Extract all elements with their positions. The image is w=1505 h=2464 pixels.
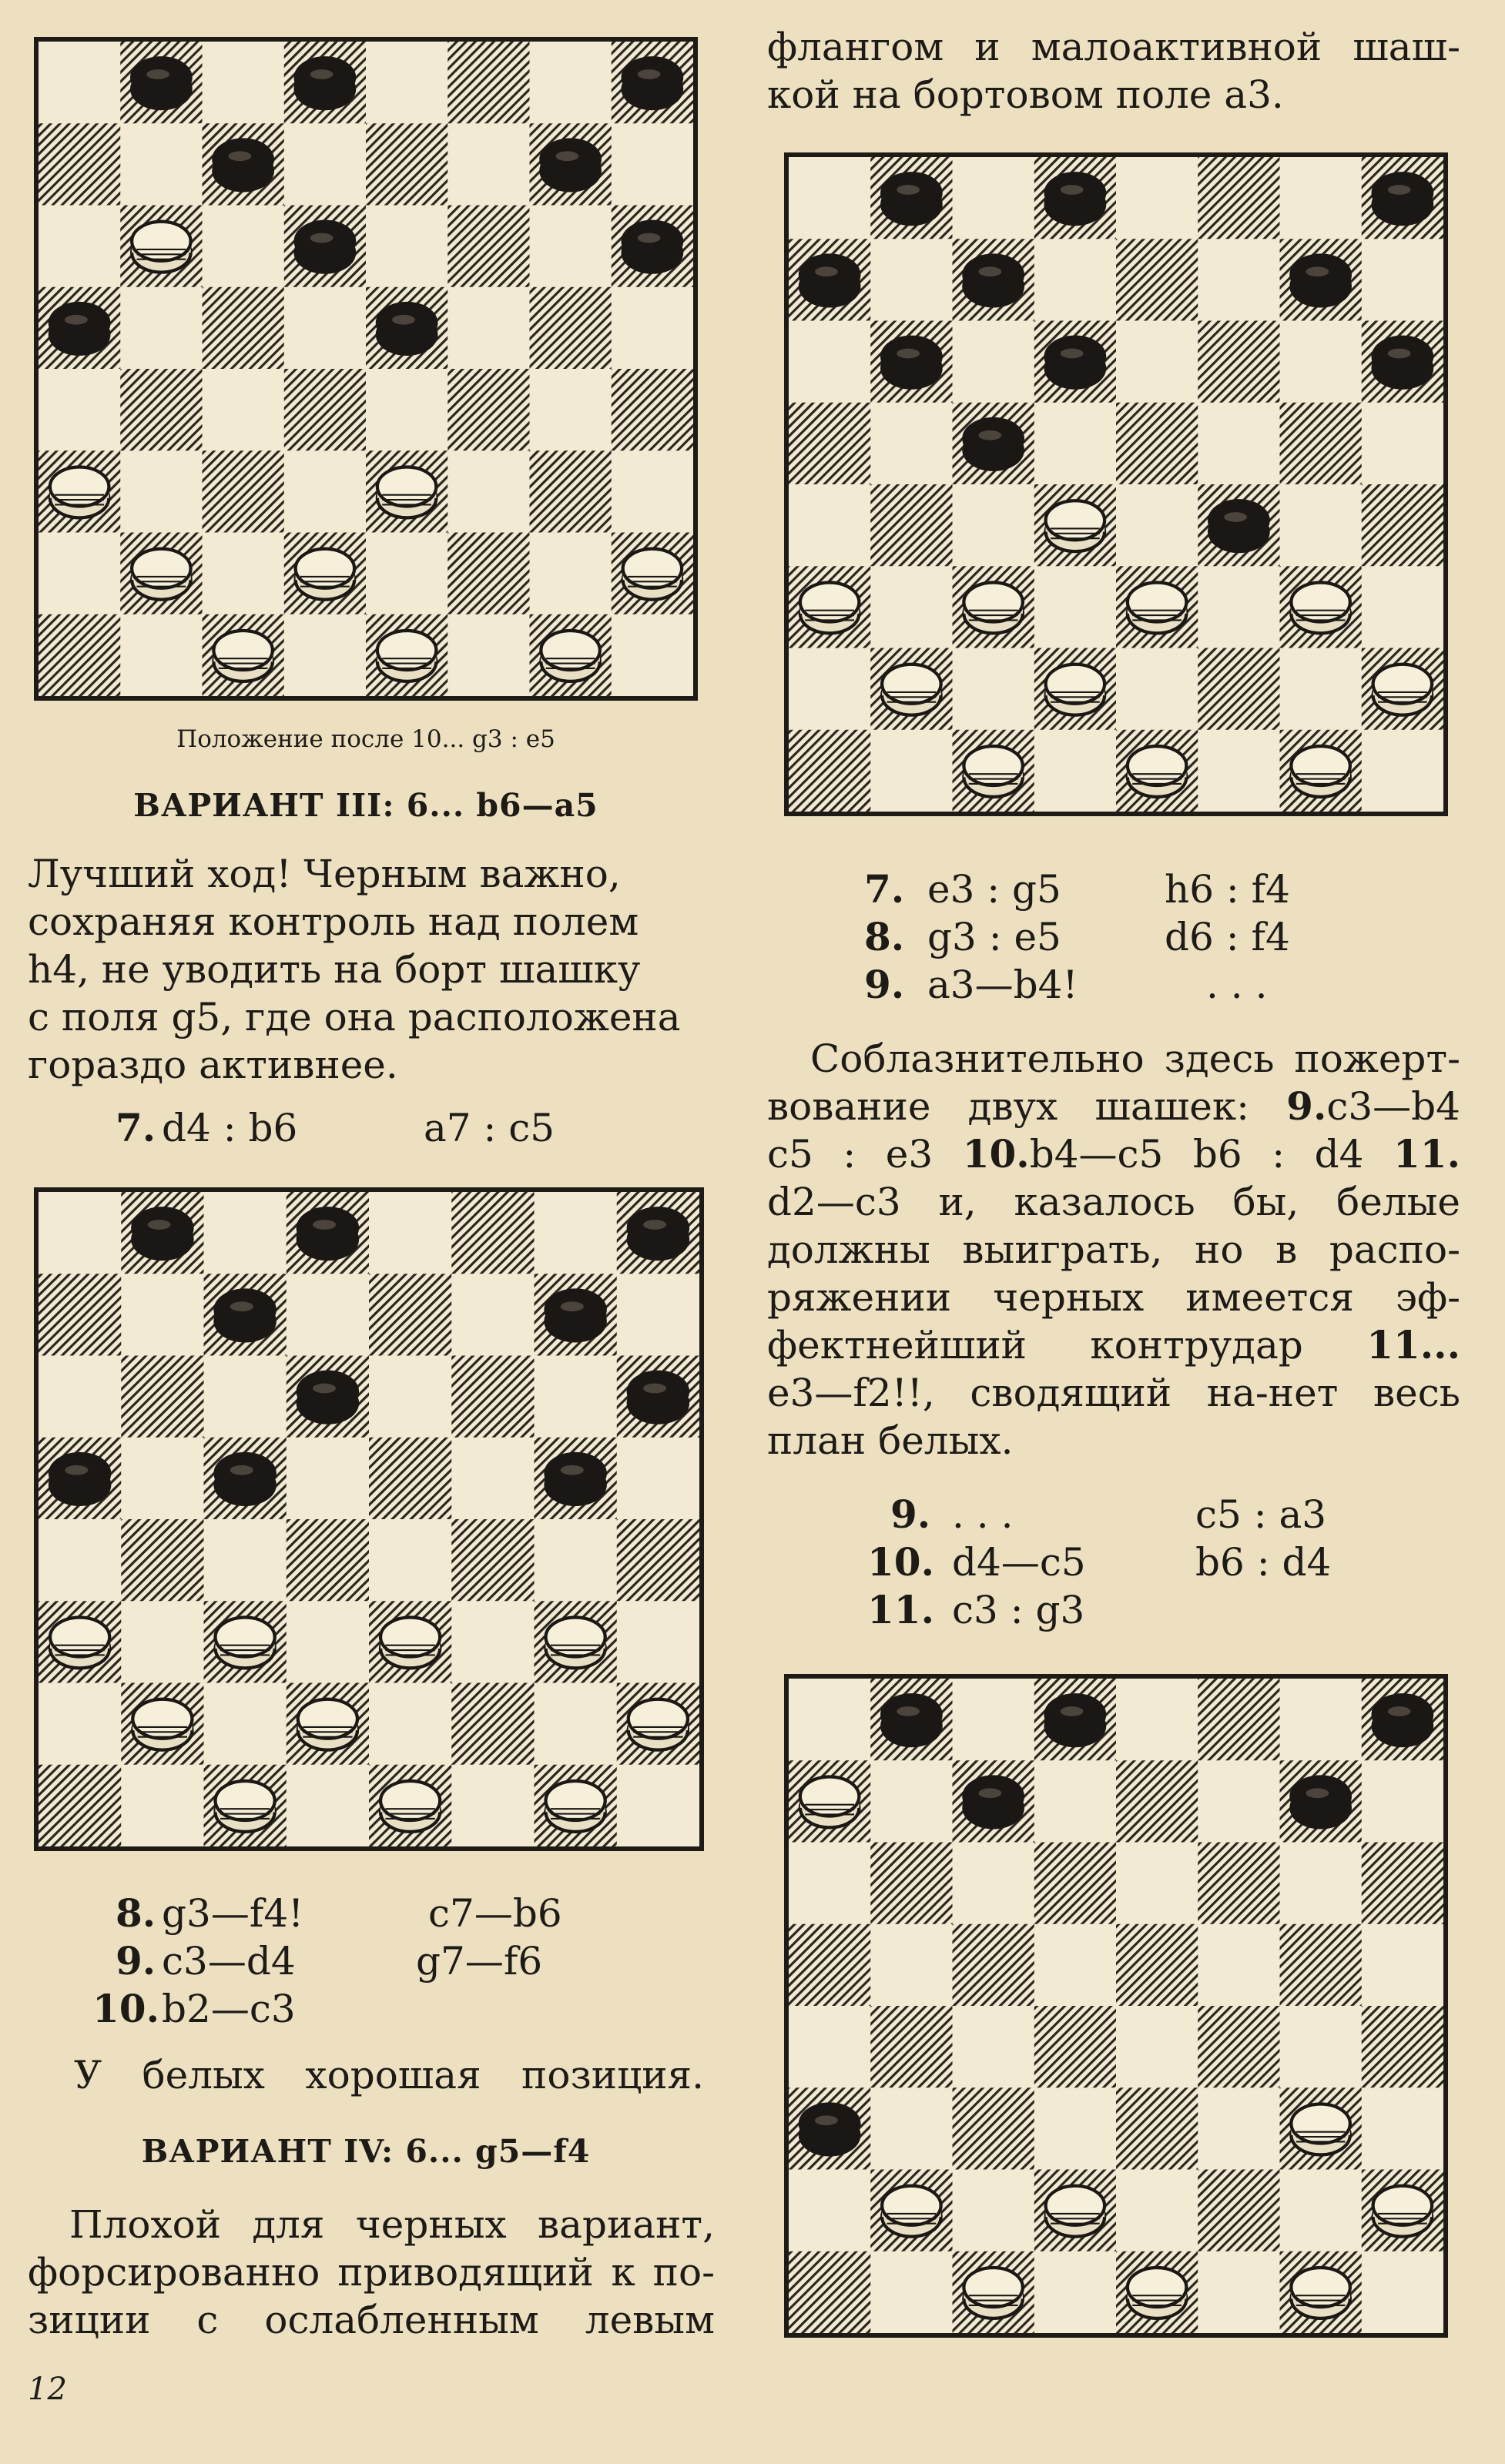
black-checker bbox=[216, 1454, 275, 1505]
white-checker bbox=[1291, 583, 1350, 634]
paragraph-line: флангом и малоактивной шаш- bbox=[767, 25, 1460, 69]
white-checker bbox=[1128, 2268, 1187, 2318]
white-checker bbox=[800, 583, 860, 634]
black-checker bbox=[50, 1454, 109, 1505]
black-checker bbox=[800, 256, 860, 306]
white-checker bbox=[1291, 2268, 1350, 2318]
black-checker bbox=[800, 2104, 860, 2155]
move-white: d4 : b6 bbox=[162, 1106, 298, 1150]
white-checker bbox=[546, 1618, 605, 1669]
white-checker bbox=[882, 2186, 941, 2237]
dark-square bbox=[39, 1274, 121, 1355]
dark-square bbox=[287, 1519, 369, 1601]
variant-3-heading: ВАРИАНТ III: 6... b6—a5 bbox=[133, 787, 598, 824]
white-checker bbox=[1046, 2186, 1105, 2237]
paragraph-line: h4, не уводить на борт шашку bbox=[28, 947, 641, 992]
white-checker bbox=[132, 1699, 192, 1750]
white-checker bbox=[1046, 500, 1105, 551]
paragraph-line: гораздо активнее. bbox=[28, 1043, 398, 1087]
move-white: b2—c3 bbox=[162, 1987, 296, 2031]
white-checker bbox=[1046, 665, 1105, 715]
black-checker bbox=[1373, 337, 1433, 388]
dark-square bbox=[369, 1274, 451, 1355]
dark-square bbox=[1280, 1924, 1362, 2006]
move-number: 9. bbox=[116, 1938, 156, 1984]
move-number: 8. bbox=[864, 914, 905, 959]
dark-square bbox=[953, 1924, 1034, 2006]
position-summary: У белых хорошая позиция. bbox=[74, 2053, 704, 2097]
move-number: 11. bbox=[867, 1587, 934, 1632]
move-white: . . . bbox=[952, 1492, 1014, 1537]
dark-square bbox=[39, 123, 120, 205]
move-black: c5 : a3 bbox=[1195, 1492, 1327, 1537]
black-checker bbox=[1291, 1777, 1350, 1828]
dark-square bbox=[1198, 321, 1279, 403]
white-checker bbox=[213, 631, 273, 681]
dark-square bbox=[447, 533, 529, 614]
black-checker bbox=[882, 173, 941, 224]
white-checker bbox=[964, 746, 1023, 797]
dark-square bbox=[530, 287, 612, 369]
dark-square bbox=[1198, 648, 1279, 730]
black-checker bbox=[1209, 500, 1269, 551]
dark-square bbox=[203, 450, 284, 532]
dark-square bbox=[789, 730, 870, 812]
dark-square bbox=[447, 369, 529, 450]
black-checker bbox=[882, 1695, 941, 1746]
move-white: a3—b4! bbox=[927, 962, 1078, 1007]
black-checker bbox=[964, 1777, 1023, 1828]
paragraph-line: с поля g5, где она расположена bbox=[28, 995, 681, 1040]
white-checker bbox=[1373, 2186, 1433, 2237]
checkers-diagram-2 bbox=[34, 1187, 704, 1851]
paragraph-line: Соблазнительно здесь пожерт- bbox=[810, 1036, 1460, 1081]
dark-square bbox=[203, 287, 284, 369]
dark-square bbox=[789, 2251, 870, 2333]
dark-square bbox=[789, 403, 870, 484]
move-number: 8. bbox=[116, 1890, 156, 1936]
paragraph-line: e3—f2!!, сводящий на-нет весь bbox=[767, 1371, 1460, 1415]
white-checker bbox=[1128, 746, 1187, 797]
white-checker bbox=[964, 2268, 1023, 2318]
paragraph-line: d2—c3 и, казалось бы, белые bbox=[767, 1180, 1460, 1224]
move-number: 9. bbox=[890, 1491, 931, 1537]
dark-square bbox=[1116, 239, 1198, 320]
white-checker bbox=[377, 467, 437, 518]
paragraph-line: план белых. bbox=[767, 1418, 1014, 1463]
dark-square bbox=[870, 1843, 952, 1924]
move-number: 7. bbox=[864, 866, 905, 912]
white-checker bbox=[628, 1699, 688, 1750]
white-checker bbox=[546, 1781, 605, 1832]
move-black: c7—b6 bbox=[428, 1891, 562, 1936]
black-checker bbox=[1046, 1695, 1105, 1746]
dark-square bbox=[1198, 2170, 1279, 2251]
black-checker bbox=[964, 256, 1023, 306]
dark-square bbox=[1362, 484, 1443, 566]
paragraph-line: форсированно приводящий к по- bbox=[28, 2250, 715, 2295]
black-checker bbox=[1046, 173, 1105, 224]
dark-square bbox=[39, 1765, 121, 1846]
dark-square bbox=[1362, 2006, 1443, 2087]
white-checker bbox=[541, 631, 600, 681]
diagram-1-caption: Положение после 10... g3 : e5 bbox=[176, 725, 555, 753]
paragraph-line: зиции с ослабленным левым bbox=[28, 2298, 715, 2342]
checkers-diagram-1 bbox=[34, 37, 698, 701]
white-checker bbox=[216, 1781, 275, 1832]
move-white: g3 : e5 bbox=[927, 915, 1061, 959]
dark-square bbox=[451, 1356, 534, 1438]
move-number: 10. bbox=[867, 1539, 934, 1585]
white-checker bbox=[132, 549, 191, 600]
white-checker bbox=[50, 467, 109, 518]
white-checker bbox=[216, 1618, 275, 1669]
paragraph-line: фектнейший контрудар 11... bbox=[767, 1322, 1460, 1368]
variant-3-paragraph bbox=[28, 850, 715, 1089]
dark-square bbox=[451, 1519, 534, 1601]
move-white: c3—d4 bbox=[162, 1939, 296, 1984]
move-black: a7 : c5 bbox=[424, 1106, 555, 1150]
paragraph-line: Лучший ход! Черным важно, bbox=[28, 852, 621, 896]
dark-square bbox=[1198, 1679, 1279, 1760]
paragraph-line: Плохой для черных вариант, bbox=[69, 2202, 715, 2247]
dark-square bbox=[1116, 1924, 1198, 2006]
black-checker bbox=[623, 58, 682, 109]
paragraph-line: сохраняя контроль над полем bbox=[28, 899, 639, 944]
move-number: 10. bbox=[92, 1986, 159, 2031]
white-checker bbox=[623, 549, 682, 600]
white-checker bbox=[1373, 665, 1433, 715]
white-checker bbox=[1128, 583, 1187, 634]
move-white: d4—c5 bbox=[952, 1540, 1086, 1585]
black-checker bbox=[296, 222, 355, 273]
black-checker bbox=[50, 303, 109, 354]
paragraph-line: должны выиграть, но в распо- bbox=[767, 1227, 1460, 1272]
white-checker bbox=[964, 583, 1023, 634]
dark-square bbox=[1198, 2006, 1279, 2087]
paragraph-line: кой на бортовом поле a3. bbox=[767, 72, 1284, 117]
dark-square bbox=[121, 1356, 203, 1438]
white-checker bbox=[882, 665, 941, 715]
move-white: g3—f4! bbox=[162, 1891, 304, 1936]
black-checker bbox=[964, 419, 1023, 470]
black-checker bbox=[546, 1454, 605, 1505]
black-checker bbox=[882, 337, 941, 388]
black-checker bbox=[296, 58, 355, 109]
black-checker bbox=[546, 1291, 605, 1341]
move-white: c3 : g3 bbox=[952, 1588, 1085, 1632]
dark-square bbox=[1034, 2006, 1116, 2087]
page-number: 12 bbox=[28, 2372, 67, 2407]
dark-square bbox=[1116, 1760, 1198, 1842]
black-checker bbox=[216, 1291, 275, 1341]
white-checker bbox=[377, 631, 437, 681]
white-checker bbox=[298, 1699, 357, 1750]
dark-square bbox=[617, 1519, 699, 1601]
dark-square bbox=[451, 1683, 534, 1765]
black-checker bbox=[298, 1372, 357, 1423]
move-number: 7. bbox=[116, 1105, 156, 1150]
dark-square bbox=[121, 1519, 203, 1601]
black-checker bbox=[628, 1372, 688, 1423]
dark-square bbox=[1116, 403, 1198, 484]
black-checker bbox=[1373, 1695, 1433, 1746]
white-checker bbox=[1291, 746, 1350, 797]
move-black: h6 : f4 bbox=[1165, 867, 1290, 912]
white-checker bbox=[380, 1781, 440, 1832]
dark-square bbox=[451, 1192, 534, 1274]
dark-square bbox=[369, 1438, 451, 1519]
dark-square bbox=[1198, 1843, 1279, 1924]
dark-square bbox=[120, 369, 202, 450]
variant-4-paragraph bbox=[28, 2201, 715, 2344]
dark-square bbox=[447, 42, 529, 123]
black-checker bbox=[1291, 256, 1350, 306]
dark-square bbox=[1362, 1843, 1443, 1924]
intro-paragraph bbox=[767, 23, 1460, 119]
white-checker bbox=[50, 1618, 109, 1669]
white-checker bbox=[296, 549, 355, 600]
dark-square bbox=[284, 369, 366, 450]
black-checker bbox=[541, 140, 600, 191]
black-checker bbox=[132, 1208, 192, 1259]
move-number: 9. bbox=[864, 962, 905, 1007]
black-checker bbox=[1046, 337, 1105, 388]
paragraph-line: вование двух шашек: 9.c3—b4 bbox=[767, 1083, 1460, 1129]
dark-square bbox=[1280, 403, 1362, 484]
black-checker bbox=[1373, 173, 1433, 224]
dark-square bbox=[447, 206, 529, 287]
move-black: d6 : f4 bbox=[1165, 915, 1290, 959]
white-checker bbox=[132, 222, 191, 273]
dark-square bbox=[789, 1924, 870, 2006]
dark-square bbox=[1034, 1843, 1116, 1924]
dark-square bbox=[366, 123, 447, 205]
dark-square bbox=[1116, 2087, 1198, 2169]
black-checker bbox=[298, 1208, 357, 1259]
black-checker bbox=[628, 1208, 688, 1259]
dark-square bbox=[870, 2006, 952, 2087]
dark-square bbox=[953, 2087, 1034, 2169]
black-checker bbox=[132, 58, 191, 109]
white-checker bbox=[800, 1777, 860, 1828]
move-black: . . . bbox=[1206, 962, 1268, 1007]
white-checker bbox=[1291, 2104, 1350, 2155]
black-checker bbox=[623, 222, 682, 273]
dark-square bbox=[870, 484, 952, 566]
paragraph-line: ряжении черных имеется эф- bbox=[767, 1275, 1460, 1320]
dark-square bbox=[1198, 157, 1279, 239]
checkers-diagram-3 bbox=[784, 152, 1448, 816]
paragraph-line: c5 : e3 10.b4—c5 b6 : d4 11. bbox=[767, 1131, 1460, 1177]
dark-square bbox=[39, 614, 120, 696]
move-black: b6 : d4 bbox=[1195, 1540, 1332, 1585]
black-checker bbox=[377, 303, 437, 354]
move-white: e3 : g5 bbox=[927, 867, 1061, 912]
checkers-diagram-4 bbox=[784, 1674, 1448, 2338]
dark-square bbox=[612, 369, 693, 450]
white-checker bbox=[380, 1618, 440, 1669]
variant-4-heading: ВАРИАНТ IV: 6... g5—f4 bbox=[141, 2133, 591, 2170]
move-black: g7—f6 bbox=[416, 1939, 543, 1984]
dark-square bbox=[530, 450, 612, 532]
black-checker bbox=[213, 140, 273, 191]
sacrifice-paragraph bbox=[767, 1035, 1460, 1465]
